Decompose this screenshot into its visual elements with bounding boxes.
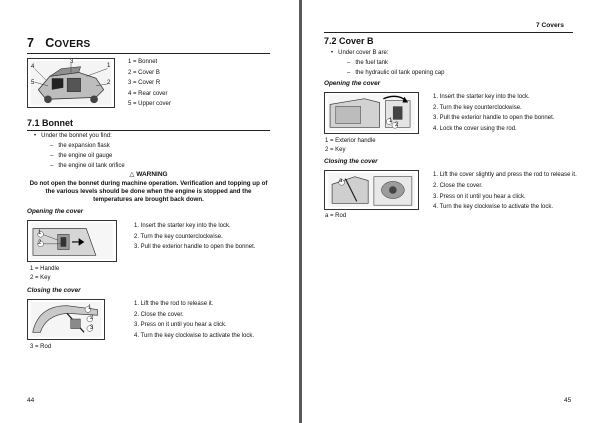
bonnet-opening-figure xyxy=(27,220,117,262)
callout-1: 1 xyxy=(107,63,111,69)
legend-item: 2 = Cover B xyxy=(128,69,160,76)
cover-b-item xyxy=(333,58,388,69)
callout-3: 3 xyxy=(70,59,74,65)
step-item: 3. Pull the exterior handle to open the bonnet. xyxy=(433,115,555,121)
bonnet-closing-figure xyxy=(27,299,105,340)
covers-figure xyxy=(27,58,115,108)
warning-title: WARNING xyxy=(136,171,168,178)
callout-2: 2 xyxy=(90,315,94,321)
step-item: 4. Lock the cover using the rod. xyxy=(433,125,517,132)
legend-item: 3 = Rod xyxy=(30,344,52,350)
bonnet-closing-steps xyxy=(134,299,254,341)
bonnet-item-text: the expansion flask xyxy=(58,143,110,149)
cover-b-item-text: the fuel tank xyxy=(355,60,389,66)
opening-subtitle: Opening the cover xyxy=(324,80,381,87)
bonnet-item-text: the engine oil tank orifice xyxy=(58,163,125,169)
cover-b-opening-steps xyxy=(433,92,554,134)
chapter-title-rest: OVERS xyxy=(54,39,91,50)
closing-subtitle: Closing the cover xyxy=(324,158,378,165)
section-title-bonnet: 7.1 Bonnet xyxy=(27,118,74,128)
bonnet-item xyxy=(36,151,112,162)
callout-3: 3 xyxy=(90,325,94,331)
bonnet-opening-steps xyxy=(134,221,255,253)
callout-1: 1 xyxy=(88,305,92,311)
page-number: 44 xyxy=(27,397,35,404)
callout-5: 5 xyxy=(31,80,35,86)
header-rule xyxy=(324,32,573,33)
legend-item: 1 = Bonnet xyxy=(128,59,158,65)
opening-subtitle: Opening the cover xyxy=(27,208,84,215)
bonnet-closing-legend xyxy=(30,343,51,352)
cover-b-opening-legend xyxy=(325,137,376,155)
warning-heading xyxy=(27,170,270,178)
legend-item: 3 = Cover R xyxy=(128,80,161,86)
section-title-cover-b: 7.2 Cover B xyxy=(324,36,374,46)
closing-subtitle: Closing the cover xyxy=(27,287,81,294)
bonnet-item-text: the engine oil gauge xyxy=(58,153,113,159)
step-item: 1. Insert the starter key into the lock. xyxy=(134,223,231,229)
callout-2: 2 xyxy=(107,80,111,86)
warning-text: Do not open the bonnet during machine operation. Verification and topping up of the various levels should be done when the engine is stopped and the temperatures are brought back down. xyxy=(29,180,268,204)
step-item: 3. Pull the exterior handle to open the bonnet. xyxy=(134,244,256,250)
cover-b-item-text: the hydraulic oil tank opening cap xyxy=(355,70,445,76)
step-item: 4. Turn the key clockwise to activate the lock. xyxy=(433,204,554,210)
legend-item: 2 = Key xyxy=(325,147,346,153)
step-item: 2. Close the cover. xyxy=(134,311,184,318)
cover-b-intro-text: Under cover B are: xyxy=(338,50,389,56)
legend-item: a = Rod xyxy=(325,213,347,219)
left-page xyxy=(0,0,299,423)
chapter-title-initial: C xyxy=(45,36,55,50)
right-page xyxy=(302,0,600,423)
chapter-title xyxy=(27,36,90,50)
callout-a: a xyxy=(339,178,343,184)
bonnet-intro xyxy=(34,131,112,142)
step-item: 1. Lift the the rod to release it. xyxy=(134,301,214,307)
step-item: 2. Turn the key counterclockwise. xyxy=(134,233,223,240)
step-item: 1. Lift the cover slightly and press the rod to release it. xyxy=(433,172,577,178)
step-item: 3. Press on it until you hear a click. xyxy=(433,193,526,200)
page-number: 45 xyxy=(564,397,572,404)
legend-item: 5 = Upper cover xyxy=(128,101,171,107)
cover-b-closing-steps xyxy=(433,171,583,213)
bonnet-item xyxy=(36,141,110,152)
covers-legend xyxy=(128,57,171,110)
legend-item: 2 = Key xyxy=(30,275,51,281)
chapter-rule xyxy=(27,53,270,54)
cover-b-opening-figure xyxy=(324,92,419,134)
chapter-number: 7 xyxy=(27,36,35,50)
callout-1: 1 xyxy=(38,230,42,236)
callout-4: 4 xyxy=(31,64,35,70)
cover-b-intro xyxy=(331,48,388,59)
step-item: 4. Turn the key clockwise to activate the lock. xyxy=(134,332,255,339)
step-item: 1. Insert the starter key into the lock. xyxy=(433,94,530,100)
warning-triangle-icon: △ xyxy=(129,171,135,178)
running-header: 7 Covers xyxy=(536,22,564,29)
step-item: 2. Close the cover. xyxy=(433,183,483,189)
cover-b-handle-illustration xyxy=(325,93,418,133)
step-item: 3. Press on it until you hear a click. xyxy=(134,322,227,328)
bonnet-opening-legend xyxy=(30,265,59,283)
legend-item: 1 = Handle xyxy=(30,266,60,272)
legend-item: 4 = Rear cover xyxy=(128,90,168,97)
cover-b-closing-legend xyxy=(325,212,346,221)
legend-item: 1 = Exterior handle xyxy=(325,138,376,144)
callout-1: 1 xyxy=(389,118,393,124)
cover-b-closing-figure xyxy=(324,170,419,210)
cover-b-item xyxy=(333,68,444,79)
callout-2: 2 xyxy=(395,122,399,128)
callout-2: 2 xyxy=(38,240,42,246)
bonnet-intro-text: Under the bonnet you find: xyxy=(41,133,112,139)
step-item: 2. Turn the key counterclockwise. xyxy=(433,104,522,111)
